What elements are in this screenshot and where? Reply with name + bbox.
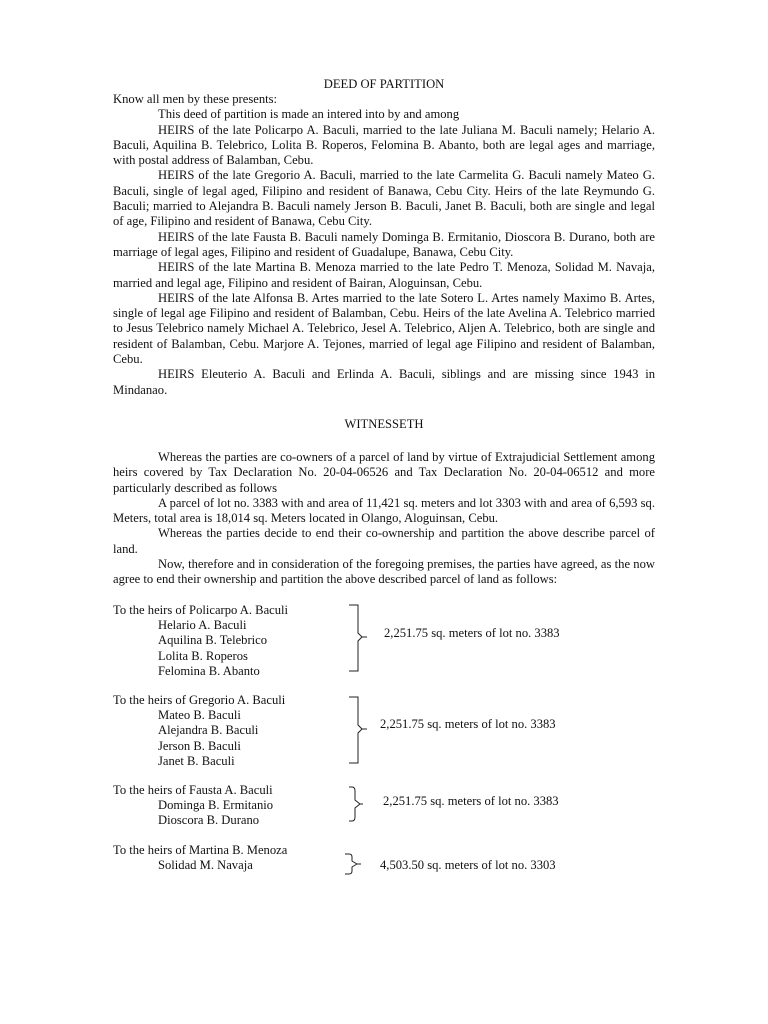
distribution-member: Helario A. Baculi — [158, 617, 247, 632]
brace-icon — [349, 785, 379, 823]
distribution-block — [113, 843, 655, 875]
share-text: 2,251.75 sq. meters of lot no. 3383 — [380, 716, 556, 731]
distribution-block — [113, 693, 655, 769]
heirs-paragraph: HEIRS Eleuterio A. Baculi and Erlinda A. Baculi, siblings and are missing since 1943 in Mindanao. — [113, 367, 655, 397]
heirs-paragraph: HEIRS of the late Policarpo A. Baculi, married to the late Juliana M. Baculi namely; Helario A. Baculi, Aquilina B. Telebrico, Lolita B. Roperos, Felomina B. Abanto, both are legal ages and marriage, with postal address of Balamban, Cebu. — [113, 122, 655, 168]
brace-icon — [349, 603, 385, 673]
heirs-paragraph: HEIRS of the late Gregorio A. Baculi, married to the late Carmelita G. Baculi namely Mateo G. Baculi, single of legal aged, Filipino and resident of Banawa, Cebu City. Heirs of the late Reymundo G. Baculi; married to Alejandra B. Baculi namely Jerson B. Baculi, Janet B. Baculi, both are single and legal of age, Filipino and resident of Banawa, Cebu City. — [113, 168, 655, 229]
distribution-heading: To the heirs of Policarpo A. Baculi — [113, 602, 289, 617]
brace-icon — [345, 852, 375, 876]
section-title: WITNESSETH — [344, 416, 424, 431]
distribution-member: Mateo B. Baculi — [158, 707, 241, 722]
witness-paragraph: Whereas the parties are co-owners of a parcel of land by virtue of Extrajudicial Settlement among heirs covered by Tax Declaration No. 20-04-06526 and Tax Declaration No. 20-04-06512 and more particularly described as follows — [113, 449, 655, 495]
heirs-paragraph: HEIRS of the late Martina B. Menoza married to the late Pedro T. Menoza, Solidad M. Navaja, married and legal age, Filipino and resident of Bairan, Aloguinsan, Cebu. — [113, 260, 655, 290]
distribution-member: Aquilina B. Telebrico — [158, 633, 268, 648]
distribution-member: Janet B. Baculi — [158, 753, 235, 768]
distribution-member: Solidad M. Navaja — [158, 857, 253, 872]
distribution-member: Lolita B. Roperos — [158, 648, 248, 663]
witness-paragraph: Whereas the parties decide to end their co-ownership and partition the above describe parcel of land. — [113, 526, 655, 556]
share-text: 2,251.75 sq. meters of lot no. 3383 — [384, 625, 560, 640]
document-page — [113, 76, 655, 875]
distribution-heading: To the heirs of Martina B. Menoza — [113, 842, 288, 857]
intro-paragraph: This deed of partition is made an intered into by and among — [158, 107, 460, 122]
witness-paragraph: Now, therefore and in consideration of the foregoing premises, the parties have agreed, as the now agree to end their ownership and partition the above described parcel of land as follows: — [113, 557, 655, 587]
distribution-heading: To the heirs of Fausta A. Baculi — [113, 782, 273, 797]
share-text: 2,251.75 sq. meters of lot no. 3383 — [383, 793, 559, 808]
distribution-block — [113, 783, 655, 829]
distribution-heading: To the heirs of Gregorio A. Baculi — [113, 692, 286, 707]
distribution-block — [113, 603, 655, 679]
heirs-paragraph: HEIRS of the late Fausta B. Baculi namely Dominga B. Ermitanio, Dioscora B. Durano, both are marriage of legal ages, Filipino and resident of Guadalupe, Banawa, Cebu City. — [113, 229, 655, 259]
witness-paragraph: A parcel of lot no. 3383 with and area of 11,421 sq. meters and lot 3303 with and area of 6,593 sq. Meters, total area is 18,014 sq. Meters located in Olango, Aloguinsan, Cebu. — [113, 495, 655, 526]
opening-line: Know all men by these presents: — [113, 92, 278, 106]
distribution-member: Dioscora B. Durano — [158, 813, 260, 828]
document-title: DEED OF PARTITION — [323, 77, 445, 91]
distribution-member: Felomina B. Abanto — [158, 663, 260, 678]
heirs-paragraph: HEIRS of the late Alfonsa B. Artes married to the late Sotero L. Artes namely Maximo B. Artes, single of legal age Filipino and resident of Balamban, Cebu. Heirs of the late Avelina A. Telebrico married to Jesus Telebrico namely Michael A. Telebrico, Jesel A. Telebrico, Aljen A. Telebrico, both are single and resident of Balamban, Cebu. Marjore A. Tejones, married of legal age Filipino and resident of Balamban, Cebu. — [113, 290, 655, 367]
distribution-member: Jerson B. Baculi — [158, 738, 241, 753]
distribution-member: Dominga B. Ermitanio — [158, 797, 274, 812]
share-text: 4,503.50 sq. meters of lot no. 3303 — [380, 857, 556, 872]
distribution-member: Alejandra B. Baculi — [158, 723, 259, 738]
